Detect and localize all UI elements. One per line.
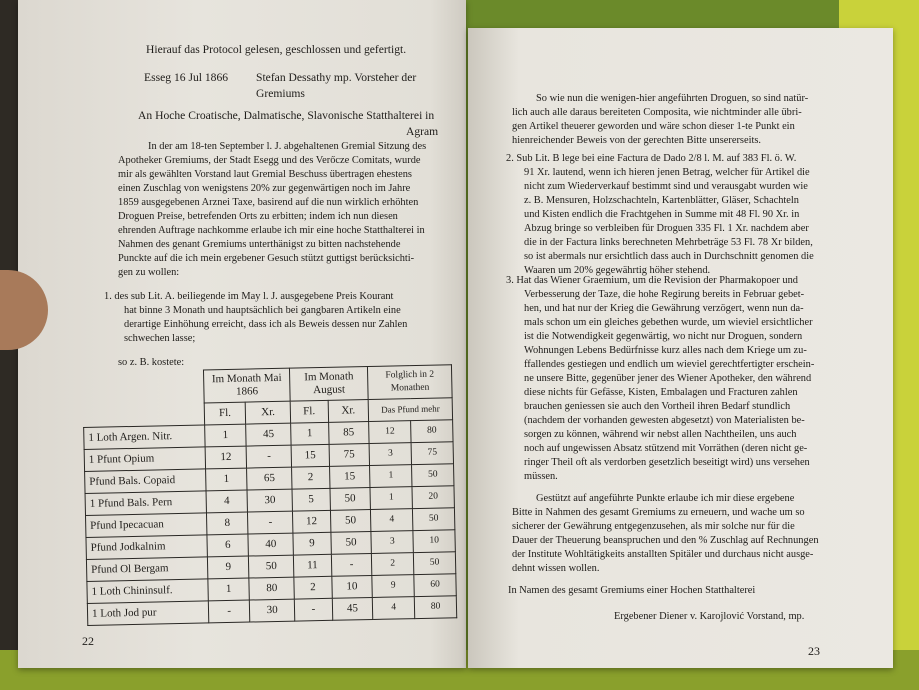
value-cell: 1 <box>208 578 250 601</box>
value-cell: 9 <box>207 556 249 579</box>
closing-line: dehnt wissen wollen. <box>512 563 600 574</box>
value-cell: 10 <box>413 530 455 553</box>
table-subheader: Fl. <box>290 400 328 423</box>
item-line: schwechen lasse; <box>124 333 196 344</box>
intro-line: hienreichender Beweis von der gerechten Bitte unsererseits. <box>512 135 761 146</box>
value-cell: 80 <box>411 420 453 443</box>
value-cell: 1 <box>370 465 412 488</box>
item-line: Verbesserung der Taze, die hohe Regirung bereits in Februar gebet- <box>524 289 805 300</box>
table-header-difference: Folglich in 2 Monathen <box>368 365 452 400</box>
item-line: so ist abermals nur ersichtlich dass auch in Durchschnitt genomen die <box>524 251 814 262</box>
closing-line: Dauer der Theuerung beanspruchen und den % Zuschlag auf Rechnungen <box>512 535 819 546</box>
value-cell: 4 <box>373 597 415 620</box>
item-line: 91 Xr. lautend, wenn ich hieren jenen Betrag, welcher für Artikel die <box>524 167 810 178</box>
item-line: sorgen zu können, während wir nebst allen Nachtheilen, uns auch <box>524 429 797 440</box>
value-cell: 2 <box>292 466 330 489</box>
item-line: mals schon um ein gleiches gebethen wurde, um wieviel ersichtlicher <box>524 317 813 328</box>
item-line: 2. Sub Lit. B lege bei eine Factura de Dado 2/8 l. M. auf 383 Fl. ö. W. <box>506 153 797 164</box>
value-cell: 10 <box>331 575 372 598</box>
value-cell: 50 <box>249 555 294 578</box>
protocol-line: Hierauf das Protocol gelesen, geschlossen und gefertigt. <box>146 43 407 56</box>
value-cell: 50 <box>330 509 371 532</box>
value-cell: - <box>331 553 372 576</box>
value-cell: 1 <box>370 487 412 510</box>
table-subheader: Xr. <box>328 400 369 423</box>
item-line: diese nichts für Gefässe, Kisten, Embalagen und Fracturen zahlen <box>524 387 798 398</box>
value-cell: - <box>246 445 291 468</box>
table-body <box>84 420 457 626</box>
value-cell: - <box>248 511 293 534</box>
item-line: Wohnungen Lebens Bedürfnisse kurz alles nach dem Kriege um zu- <box>524 345 807 356</box>
table-header-may: Im Monath Mai 1866 <box>203 368 290 403</box>
item-line: (nachdem der vorhanden gewesten abgesetzt) von Materialisten be- <box>524 415 805 426</box>
address-line: An Hoche Croatische, Dalmatische, Slavonische Statthalterei in <box>138 109 435 122</box>
salutation: In Namen des gesamt Gremiums einer Hochen Statthalterei <box>508 585 756 596</box>
value-cell: 1 <box>206 468 248 491</box>
item-line: ne unsere Bitte, gegenüber jener des Wiener Apotheker, den während <box>524 373 812 384</box>
value-cell: 20 <box>412 486 454 509</box>
item-name-cell: Pfund Ipecacuan <box>86 513 207 538</box>
table-header-august: Im Monath August <box>290 367 369 402</box>
value-cell: - <box>208 600 250 623</box>
value-cell: 12 <box>369 421 411 444</box>
value-cell: 80 <box>414 596 456 619</box>
page-number-left: 22 <box>82 634 94 648</box>
item-line: 3. Hat das Wiener Graemium, um die Revision der Pharmakopoer und <box>506 275 798 286</box>
item-line: die in der Factura links berechneten Mehrbeträge 53 Fl. 78 Xr bilden, <box>524 237 813 248</box>
left-page <box>18 0 466 668</box>
value-cell: 45 <box>332 597 373 620</box>
value-cell: 8 <box>206 512 248 535</box>
item-line: und Kisten endlich die Frachtgehen in Summe mit 48 Fl. 90 Xr. in <box>524 209 800 220</box>
value-cell: 12 <box>293 510 331 533</box>
value-cell: 12 <box>205 446 247 469</box>
item-name-cell: 1 Loth Jod pur <box>87 601 208 626</box>
value-cell: 50 <box>413 508 455 531</box>
table-corner <box>83 403 204 428</box>
item-name-cell: Pfund Bals. Copaid <box>85 469 206 494</box>
closing-line: Bitte in Nahmen des gesamt Gremiums zu erneuern, und wache um so <box>512 507 805 518</box>
item-line: 1. des sub Lit. A. beiliegende im May l. J. ausgegebene Preis Kourant <box>104 291 394 302</box>
body-line: ehrenden Auftrage nachkomme erlaube ich mir eine hoche Statthalterei in <box>118 225 425 236</box>
value-cell: 6 <box>207 534 249 557</box>
value-cell: 50 <box>330 531 371 554</box>
value-cell: 2 <box>372 553 414 576</box>
value-cell: 3 <box>371 531 413 554</box>
value-cell: 75 <box>329 443 370 466</box>
value-cell: 60 <box>414 574 456 597</box>
value-cell: 1 <box>205 424 247 447</box>
closing-line: der Institute Wohltätigkeits anstallten Spitäler und durchaus nicht ausge- <box>512 549 814 560</box>
page-number-right: 23 <box>808 644 820 658</box>
item-line: ringer Theil oft als verdorben gesetzlich beseitigt wird) uns versehen <box>524 457 810 468</box>
item-line: nicht zum Wiederverkauf bestimmt sind und verausgabt wurden wie <box>524 181 808 192</box>
item-line: noch auf ungewissen Absatz stützend mit Vorräthen (deren nicht ge- <box>524 443 808 454</box>
price-table <box>82 364 457 626</box>
right-page <box>468 28 893 668</box>
item-name-cell: 1 Loth Argen. Nitr. <box>84 425 205 450</box>
value-cell: 45 <box>246 423 291 446</box>
body-line: mir als gewählten Vorstand laut Gremial Beschuss übertragen ehestens <box>118 169 412 180</box>
value-cell: 9 <box>372 575 414 598</box>
intro-line: So wie nun die wenigen-hier angeführten Droguen, so sind natür- <box>536 93 809 104</box>
value-cell: 50 <box>330 487 371 510</box>
item-line: hen, und hat nur der Krieg die Gewährung verzögert, wenn nun da- <box>524 303 804 314</box>
value-cell: 1 <box>291 422 329 445</box>
table-subheader: Xr. <box>245 401 290 424</box>
table-subheader: Fl. <box>204 402 246 425</box>
item-line: ffallendes gestiegen und endlich um wieviel gerechtfertigter erschein- <box>524 359 815 370</box>
value-cell: 30 <box>250 599 295 622</box>
item-line: ist die Notwendigkeit gegenwärtig, wo nicht nur Droguen, sondern <box>524 331 803 342</box>
address-city: Agram <box>406 125 439 138</box>
intro-line: lich auch alle daraus bereiteten Composita, wie nichtminder alle übri- <box>512 107 802 118</box>
value-cell: 4 <box>206 490 248 513</box>
intro-line: gen Artikel theuerer geworden und wäre schon dieser 1-te Punkt ein <box>512 121 795 132</box>
item-line: z. B. Mensuren, Holzschachteln, Kartenblätter, Gläser, Schachteln <box>524 195 799 206</box>
item-line: müssen. <box>524 471 558 482</box>
item-line: brauchen geniessen sie auch den Vortheil ihren Bedarf stundlich <box>524 401 791 412</box>
closing-line: sicherer der Gewährung entgegenzusehen, als mir solche nur für die <box>512 521 795 532</box>
value-cell: 65 <box>247 467 292 490</box>
body-line: 1859 ausgegebenen Arznei Taxe, basirend auf die nun wirklich erhöhten <box>118 197 419 208</box>
closing-line: Gestützt auf angeführte Punkte erlaube ich mir diese ergebene <box>536 493 795 504</box>
value-cell: 15 <box>291 444 329 467</box>
item-name-cell: 1 Pfunt Opium <box>84 447 205 472</box>
body-line: gen zu wollen: <box>118 267 180 278</box>
value-cell: 4 <box>371 509 413 532</box>
value-cell: 11 <box>294 554 332 577</box>
body-line: Punckte auf die ich mein ergebener Gesuch stützt guttigst berücksichti- <box>118 253 415 264</box>
value-cell: 30 <box>247 489 292 512</box>
item-name-cell: 1 Pfund Bals. Pern <box>85 491 206 516</box>
item-line: Waaren um 20% gegewährtig höher stehend. <box>524 265 711 276</box>
value-cell: - <box>294 598 332 621</box>
item-name-cell: Pfund Jodkalnim <box>86 535 207 560</box>
body-line: Droguen Preise, betrefenden Orts zu erbitten; indem ich nun diesen <box>118 211 398 222</box>
value-cell: 9 <box>293 532 331 555</box>
signature-line: Stefan Dessathy mp. Vorsteher der Gremiums <box>256 71 417 100</box>
value-cell: 50 <box>413 552 455 575</box>
value-cell: 80 <box>249 577 294 600</box>
example-label: so z. B. kostete: <box>118 357 185 368</box>
signoff: Ergebener Diener v. Karojlović Vorstand, mp. <box>614 611 805 622</box>
body-line: In der am 18-ten September l. J. abgehaltenen Gremial Sitzung des <box>148 141 427 152</box>
table-subheader: Das Pfund mehr <box>368 398 452 422</box>
value-cell: 15 <box>329 465 370 488</box>
table-corner <box>83 370 205 406</box>
item-line: Abzug bringe so verbleiben für Droguen 335 Fl. 1 Xr. nachdem aber <box>524 223 809 234</box>
item-line: hat binne 3 Monath und hauptsächlich bei gangbaren Artikeln eine <box>124 305 401 316</box>
body-line: Nahmen des genant Gremiums unterthänigst zu bitten nachstehende <box>118 239 401 250</box>
body-line: Apotheker Gremiums, der Stadt Esegg und des Verőcze Comitats, wurde <box>118 155 421 166</box>
item-name-cell: 1 Loth Chininsulf. <box>87 579 208 604</box>
item-name-cell: Pfund Ol Bergam <box>86 557 207 582</box>
value-cell: 85 <box>328 422 369 445</box>
value-cell: 50 <box>412 464 454 487</box>
value-cell: 75 <box>411 442 453 465</box>
date-line: Esseg 16 Jul 1866 <box>144 71 229 84</box>
value-cell: 2 <box>294 576 332 599</box>
value-cell: 5 <box>292 488 330 511</box>
item-line: derartige Einhöhung erreicht, dass ich als Beweis dessen nur Zahlen <box>124 319 408 330</box>
body-line: einen Zuschlag von wenigstens 20% zur gegenwärtigen noch im Jahre <box>118 183 411 194</box>
value-cell: 3 <box>369 443 411 466</box>
value-cell: 40 <box>248 533 293 556</box>
